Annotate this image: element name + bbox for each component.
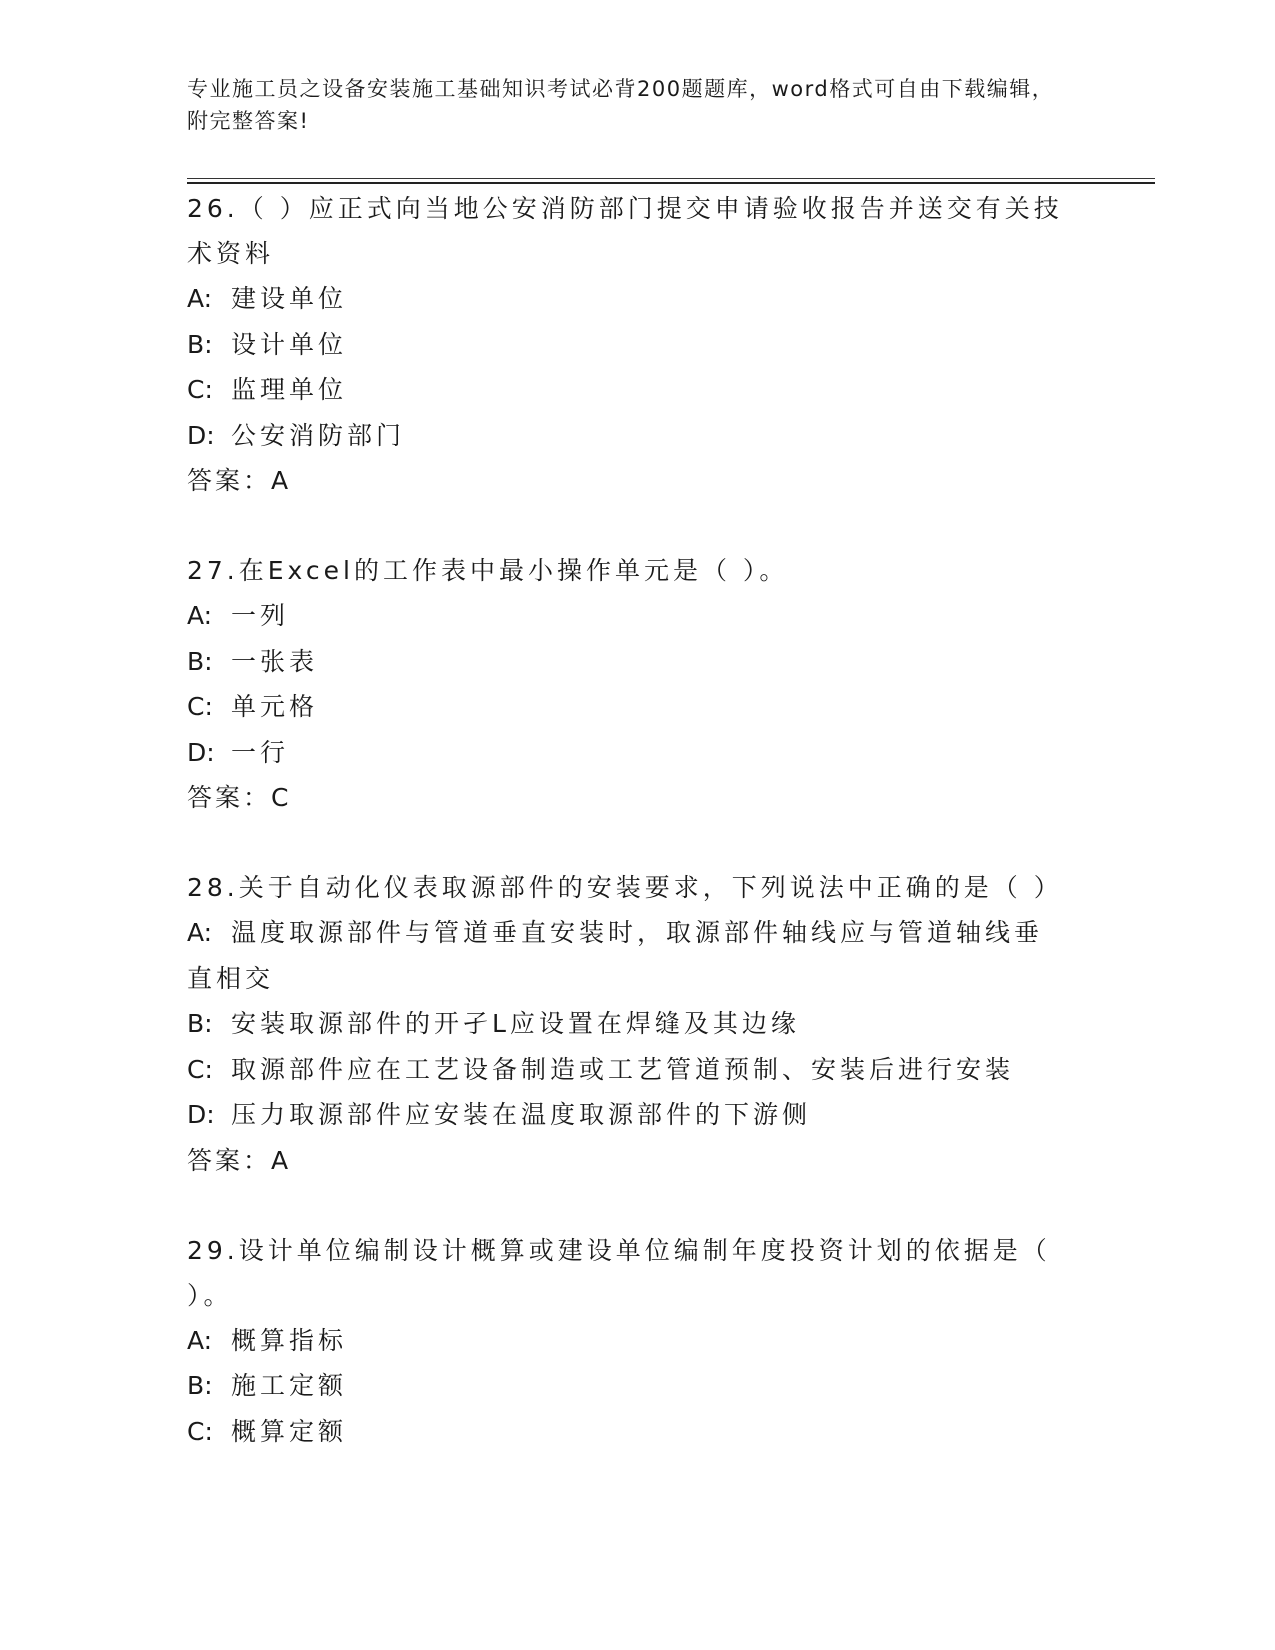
option-d: [187, 730, 1087, 776]
question-stem: 26.（ ）应正式向当地公安消防部门提交申请验收报告并送交有关技术资料: [187, 194, 1063, 268]
option-text: 一行: [231, 737, 290, 767]
option-c: [187, 1409, 1087, 1455]
option-b: [187, 322, 1087, 368]
option-key: B:: [187, 1009, 213, 1038]
option-key: D:: [187, 737, 215, 767]
option-text: 单元格: [231, 692, 319, 721]
option-c: [187, 367, 1087, 413]
option-key: A:: [187, 918, 213, 947]
option-b: [187, 639, 1087, 685]
option-c: [187, 1047, 1087, 1093]
option-text: 安装取源部件的开孑L应设置在焊缝及其边缘: [231, 1009, 800, 1038]
option-key: C:: [187, 1416, 213, 1446]
option-text: 设计单位: [231, 329, 348, 359]
option-a: [187, 910, 1067, 1001]
option-key: A:: [187, 601, 213, 630]
option-text: 一张表: [231, 646, 319, 676]
option-text: 一列: [231, 601, 290, 630]
option-key: B:: [187, 329, 213, 359]
option-text: 概算指标: [231, 1325, 348, 1355]
option-a: [187, 593, 1087, 639]
option-b: [187, 1001, 1087, 1047]
answer-line: 答案：A: [187, 466, 292, 495]
option-d: [187, 413, 1087, 459]
answer-line: 答案：A: [187, 1145, 292, 1175]
option-a: [187, 1318, 1087, 1364]
option-key: C:: [187, 1054, 213, 1084]
option-c: [187, 684, 1087, 730]
option-key: A:: [187, 284, 213, 313]
question-stem: 28.关于自动化仪表取源部件的安装要求，下列说法中正确的是（ ）: [187, 873, 1063, 902]
option-a: [187, 276, 1087, 322]
option-text: 建设单位: [231, 284, 348, 313]
header-divider: [187, 178, 1155, 179]
option-key: C:: [187, 692, 213, 721]
answer-line: 答案：C: [187, 783, 292, 812]
option-key: D:: [187, 420, 215, 450]
document-header-title: 专业施工员之设备安装施工基础知识考试必背200题题库，word格式可自由下载编辑，附完整答案!: [187, 77, 1055, 133]
question-29: [187, 1228, 1087, 1455]
option-key: C:: [187, 375, 213, 404]
question-stem: 29.设计单位编制设计概算或建设单位编制年度投资计划的依据是（ ）。: [187, 1235, 1051, 1310]
option-text: 公安消防部门: [231, 420, 406, 450]
option-text: 温度取源部件与管道垂直安装时，取源部件轴线应与管道轴线垂直相交: [187, 918, 1044, 993]
option-d: [187, 1092, 1087, 1138]
question-stem: 27.在Excel的工作表中最小操作单元是（ ）。: [187, 556, 789, 585]
option-key: D:: [187, 1100, 215, 1129]
option-b: [187, 1363, 1087, 1409]
question-list: [187, 186, 1087, 1499]
option-text: 施工定额: [231, 1371, 348, 1400]
question-26: [187, 186, 1087, 503]
option-key: B:: [187, 1371, 213, 1400]
option-text: 取源部件应在工艺设备制造或工艺管道预制、安装后进行安装: [231, 1054, 1015, 1084]
header-divider-thick: [187, 182, 1155, 184]
option-key: B:: [187, 646, 213, 676]
question-27: [187, 548, 1087, 820]
option-text: 压力取源部件应安装在温度取源部件的下游侧: [231, 1100, 812, 1129]
option-text: 监理单位: [231, 375, 348, 404]
option-text: 概算定额: [231, 1416, 348, 1446]
question-28: [187, 865, 1087, 1183]
option-key: A:: [187, 1325, 213, 1355]
